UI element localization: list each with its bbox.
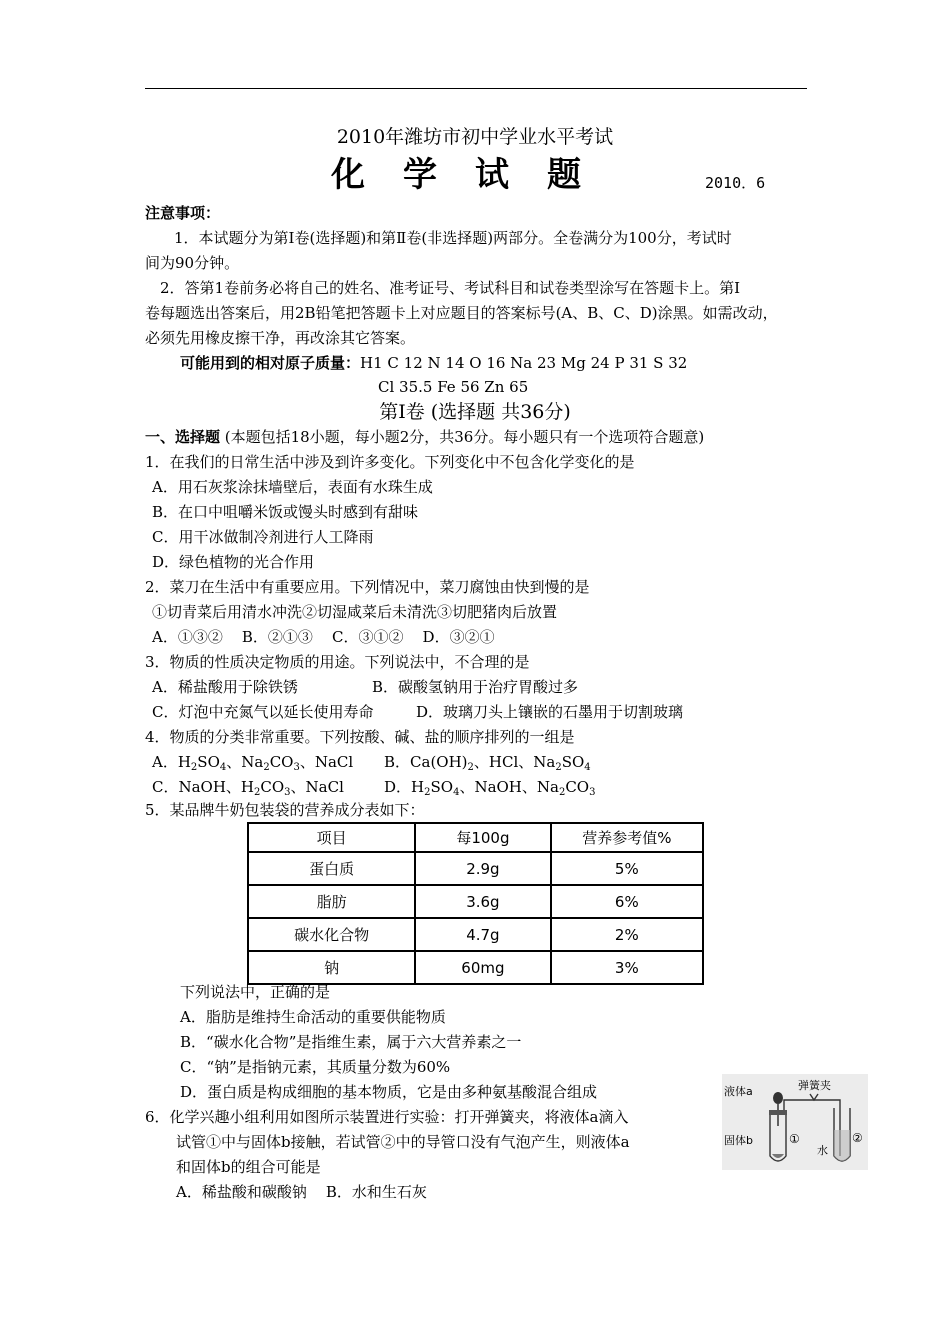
water-in-tube-2 bbox=[834, 1130, 850, 1161]
table-cell: 碳水化合物 bbox=[248, 918, 415, 951]
q6-options: A．稀盐酸和碳酸钠 B．水和生石灰 bbox=[176, 1183, 427, 1201]
q1-option-a: A．用石灰浆涂抹墙壁后，表面有水珠生成 bbox=[152, 478, 433, 496]
dropper-bulb bbox=[773, 1092, 783, 1104]
label-spring-clip: 弹簧夹 bbox=[798, 1079, 831, 1092]
note-2-line-1: 2．答第1卷前务必将自己的姓名、准考证号、考试科目和试卷类型涂写在答题卡上。第Ⅰ bbox=[160, 279, 741, 297]
top-rule bbox=[145, 88, 807, 89]
table-cell: 2.9g bbox=[415, 852, 551, 885]
q6-line-3: 和固体b的组合可能是 bbox=[176, 1158, 321, 1176]
q6-line-2: 试管①中与固体b接触，若试管②中的导管口没有气泡产生，则液体a bbox=[176, 1133, 630, 1151]
label-water: 水 bbox=[817, 1144, 828, 1157]
q1-option-c: C．用干冰做制冷剂进行人工降雨 bbox=[152, 528, 374, 546]
table-header-cell: 营养参考值% bbox=[551, 823, 703, 852]
table-cell: 脂肪 bbox=[248, 885, 415, 918]
note-2-line-3: 必须先用橡皮擦干净，再改涂其它答案。 bbox=[145, 329, 416, 347]
q4-option-b: B．$Ca(OH)_2$、HCl、$Na_2SO_4$ bbox=[384, 753, 591, 773]
atomic-mass-line-1 bbox=[180, 353, 687, 373]
table-cell: 3% bbox=[551, 951, 703, 984]
q4-stem: 4．物质的分类非常重要。下列按酸、碱、盐的顺序排列的一组是 bbox=[145, 728, 575, 746]
note-1-line-2: 间为90分钟。 bbox=[145, 254, 240, 272]
label-solid-b: 固体b bbox=[724, 1134, 753, 1147]
exam-date: 2010．6 bbox=[705, 174, 766, 192]
atomic-mass-values-1: H1 C 12 N 14 O 16 Na 23 Mg 24 P 31 S 32 bbox=[360, 354, 688, 372]
choice-section-heading bbox=[145, 427, 704, 447]
table-cell: 5% bbox=[551, 852, 703, 885]
q3-option-a: A．稀盐酸用于除铁锈 bbox=[152, 678, 298, 696]
q5-option-a: A．脂肪是维持生命活动的重要供能物质 bbox=[180, 1008, 446, 1026]
notes-heading: 注意事项： bbox=[145, 204, 221, 222]
table-cell: 3.6g bbox=[415, 885, 551, 918]
table-cell: 4.7g bbox=[415, 918, 551, 951]
q1-stem: 1．在我们的日常生活中涉及到许多变化。下列变化中不包含化学变化的是 bbox=[145, 453, 635, 471]
table-row bbox=[248, 885, 703, 918]
q3-option-b: B．碳酸氢钠用于治疗胃酸过多 bbox=[372, 678, 579, 696]
table-cell: 2% bbox=[551, 918, 703, 951]
q1-option-b: B．在口中咀嚼米饭或馒头时感到有甜味 bbox=[152, 503, 419, 521]
table-cell: 6% bbox=[551, 885, 703, 918]
q3-stem: 3．物质的性质决定物质的用途。下列说法中，不合理的是 bbox=[145, 653, 530, 671]
table-cell: 钠 bbox=[248, 951, 415, 984]
subject-title: 化学试题 bbox=[331, 155, 619, 195]
q4-option-a: A．$H_2SO_4$、$Na_2CO_3$、NaCl bbox=[152, 753, 354, 773]
nutrition-table bbox=[247, 822, 704, 985]
q1-option-d: D．绿色植物的光合作用 bbox=[152, 553, 315, 571]
stopper-1 bbox=[769, 1110, 787, 1115]
q5-option-c: C．“钠”是指钠元素，其质量分数为60% bbox=[180, 1058, 451, 1076]
table-header-cell: 项目 bbox=[248, 823, 415, 852]
q3-option-c: C．灯泡中充氮气以延长使用寿命 bbox=[152, 703, 374, 721]
atomic-mass-line-2: Cl 35.5 Fe 56 Zn 65 bbox=[378, 378, 529, 396]
q4-option-d: D．$H_2SO_4$、NaOH、$Na_2CO_3$ bbox=[384, 778, 596, 798]
label-liquid-a: 液体a bbox=[724, 1085, 753, 1098]
table-cell: 蛋白质 bbox=[248, 852, 415, 885]
table-row bbox=[248, 951, 703, 984]
q6-line-1: 6．化学兴趣小组利用如图所示装置进行实验：打开弹簧夹，将液体a滴入 bbox=[145, 1108, 629, 1126]
atomic-mass-label: 可能用到的相对原子质量： bbox=[180, 354, 361, 372]
q2-options: A．①③② B．②①③ C．③①② D．③②① bbox=[152, 628, 495, 646]
q5-prompt: 下列说法中，正确的是 bbox=[180, 983, 331, 1001]
table-row bbox=[248, 852, 703, 885]
note-1-line-1: 1．本试题分为第Ⅰ卷(选择题)和第Ⅱ卷(非选择题)两部分。全卷满分为100分，考试时 bbox=[174, 229, 732, 247]
label-tube-1: ① bbox=[789, 1132, 800, 1146]
label-tube-2: ② bbox=[852, 1131, 863, 1145]
table-row bbox=[248, 918, 703, 951]
exam-title: 2010年潍坊市初中学业水平考试 bbox=[336, 126, 614, 148]
table-cell: 60mg bbox=[415, 951, 551, 984]
choice-section-label: 一、选择题 bbox=[145, 428, 221, 446]
q5-option-b: B．“碳水化合物”是指维生素，属于六大营养素之一 bbox=[180, 1033, 522, 1051]
note-2-line-2: 卷每题选出答案后，用2B铅笔把答题卡上对应题目的答案标号(A、B、C、D)涂黑。如需改动， bbox=[145, 304, 778, 322]
choice-section-instructions: (本题包括18小题，每小题2分，共36分。每小题只有一个选项符合题意) bbox=[220, 428, 705, 446]
table-header-row bbox=[248, 823, 703, 852]
q2-stem: 2．菜刀在生活中有重要应用。下列情况中，菜刀腐蚀由快到慢的是 bbox=[145, 578, 590, 596]
apparatus-figure bbox=[722, 1074, 868, 1170]
table-header-cell: 每100g bbox=[415, 823, 551, 852]
q5-stem: 5．某品牌牛奶包装袋的营养成分表如下： bbox=[145, 801, 425, 819]
section-1-title: 第Ⅰ卷 (选择题 共36分) bbox=[379, 401, 571, 423]
q4-option-c: C．NaOH、$H_2CO_3$、NaCl bbox=[152, 778, 344, 798]
q5-option-d: D．蛋白质是构成细胞的基本物质，它是由多种氨基酸混合组成 bbox=[180, 1083, 598, 1101]
q2-items: ①切青菜后用清水冲洗②切湿咸菜后未清洗③切肥猪肉后放置 bbox=[152, 603, 558, 621]
q3-option-d: D．玻璃刀头上镶嵌的石墨用于切割玻璃 bbox=[416, 703, 684, 721]
